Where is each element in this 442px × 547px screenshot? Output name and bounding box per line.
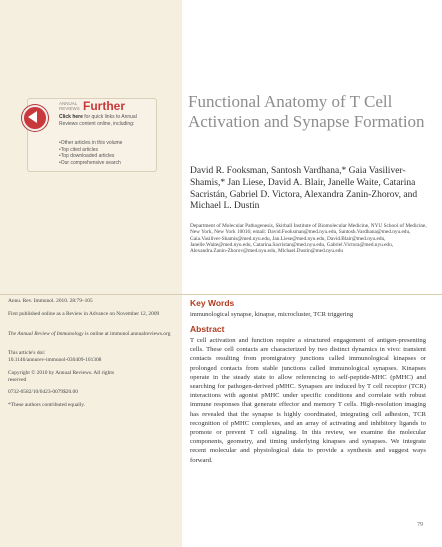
page-number: 79 <box>417 522 423 528</box>
journal-citation: Annu. Rev. Immunol. 2010. 28:79–105 <box>8 298 93 304</box>
further-links-list <box>59 140 153 166</box>
article-authors: David R. Fooksman, Santosh Vardhana,* Gaia Vasiliver-Shamis,* Jan Liese, David A. Blair, Janelle Waite, Catarina Sacristán, Gabriel D. Victora, Alexandra Zanin-Zhorov, and Michael L. Dustin <box>190 166 418 212</box>
issn-code: 0732-0582/10/0423-0079$20.00 <box>8 389 78 395</box>
first-published-note: First published online as a Review in Advance on November 12, 2009 <box>8 311 160 317</box>
doi-label: This article's doi: <box>8 350 46 356</box>
annual-reviews-label: ANNUAL REVIEWS <box>59 101 80 111</box>
left-margin-column <box>0 0 182 547</box>
click-here-link[interactable]: Click here <box>59 114 83 120</box>
doi-link[interactable]: 10.1146/annurev-immunol-030409-101308 <box>8 357 102 363</box>
equal-contribution-note: *These authors contributed equally. <box>8 402 85 408</box>
further-description: Click here for quick links to Annual Reviews content online, including: <box>59 114 137 127</box>
further-link-item[interactable]: • Top cited articles <box>59 147 153 154</box>
back-arrow-icon <box>28 111 37 123</box>
article-title: Functional Anatomy of T Cell Activation and Synapse Formation <box>188 92 425 131</box>
further-title: Further <box>83 99 125 113</box>
further-link-item[interactable]: • Other articles in this volume <box>59 140 153 147</box>
further-link-item[interactable]: • Top downloaded articles <box>59 153 153 160</box>
abstract-text: T cell activation and function require a structured engagement of antigen-presenting cells. These cell contacts are characterized by two distinct dynamics in vivo: transient contacts resulting from promigratory junctions called immunological kinapses or prolonged contacts from stable junctions called immunological synapses. Kinapses operate in the steady state to allow referencing to self-peptide-MHC (pMHC) and searching for pathogen-derived pMHC. Synapses are induced by T cell receptor (TCR) interactions with agonist pMHC under specific conditions and correlate with robust immune responses that generate effector and memory T cells. High-resolution imaging has revealed that the synapse is highly coordinated, integrating cell adhesion, TCR recognition of pMHC complexes, and an array of activating and inhibitory ligands to promote or prevent T cell signaling. In this review, we examine the molecular components, geometry, and timing underlying kinapses and synapses. We integrate recent molecular and physiological data to provide a synthesis and suggest ways forward. <box>190 337 426 464</box>
keywords-text: immunological synapse, kinapse, microcluster, TCR triggering <box>190 311 354 318</box>
further-link-item[interactable]: • Our comprehensive search <box>59 160 153 167</box>
author-affiliation: Department of Molecular Pathogenesis, Skirball Institute of Biomolecular Medicine, NYU School of Medicine, New York, New York 10016; email: David.Fooksman@med.nyu.edu, Santosh.Vardhana@med.nyu.edu, Gaia.Vasiliver-Shamis@med.nyu.edu, Jan.Liese@med.nyu.edu, David.Blair@med.nyu.edu, Janelle.Waite@med.nyu.edu, Catarina.Sacristan@med.nyu.edu, Gabriel.Victora@med.nyu.edu, Alexandra.Zanin-Zhorov@med.nyu.edu, Michael.Dustin@med.nyu.edu <box>190 223 427 255</box>
abstract-heading: Abstract <box>190 324 225 334</box>
copyright-notice: Copyright © 2010 by Annual Reviews. All rights reserved <box>8 370 114 383</box>
journal-online-note: The Annual Review of Immunology is online at immunol.annualreviews.org <box>8 331 171 337</box>
keywords-heading: Key Words <box>190 298 235 308</box>
section-divider <box>0 294 442 295</box>
